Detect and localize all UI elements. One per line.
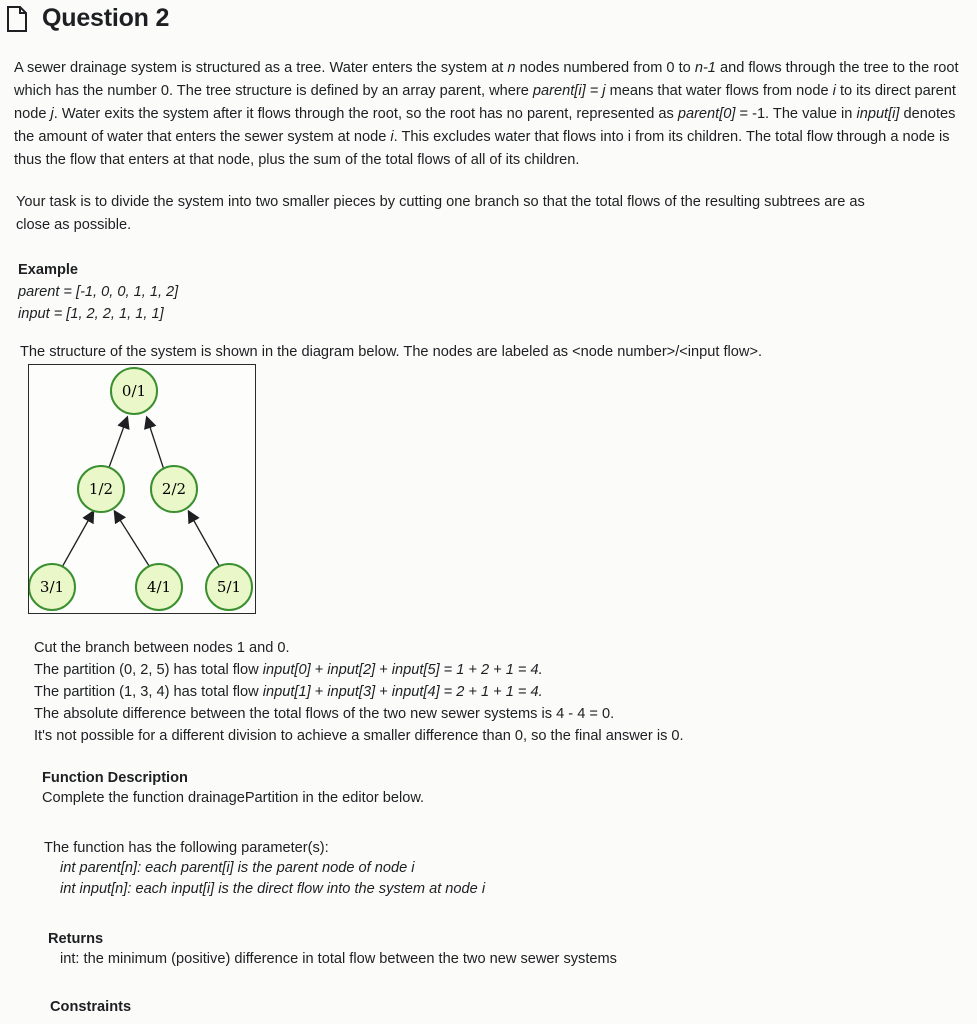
edge-2-0 <box>147 418 165 473</box>
function-description-heading: Function Description <box>42 770 188 786</box>
tree-diagram-svg <box>29 365 255 613</box>
node-4 <box>136 564 182 610</box>
parameters-intro: The function has the following parameter(s): <box>44 840 329 856</box>
node-3 <box>29 564 75 610</box>
node-1 <box>78 466 124 512</box>
tree-diagram <box>28 364 256 614</box>
returns-heading: Returns <box>48 931 104 947</box>
svg-text:3/1: 3/1 <box>39 578 65 596</box>
edge-3-1 <box>61 512 93 569</box>
question-title: Question 2 <box>42 4 170 32</box>
node-5 <box>206 564 252 610</box>
task-line: Your task is to divide the system into two smaller pieces by cutting one branch so that the total flows of the resulting subtrees are as <box>16 194 865 210</box>
explanation-line: The absolute difference between the total flows of the two new sewer systems is 4 - 4 = 0. <box>34 706 615 722</box>
question-header <box>6 4 169 33</box>
description-line: thus the flow that enters at that node, plus the sum of the total flows of all of its children. <box>14 152 580 168</box>
explanation-line: It's not possible for a different division to achieve a smaller difference than 0, so the final answer is 0. <box>34 728 684 744</box>
constraints-heading: Constraints <box>50 999 132 1015</box>
explanation-line: The partition (1, 3, 4) has total flow input[1] + input[3] + input[4] = 2 + 1 + 1 = 4. <box>34 684 543 700</box>
description-line: which has the number 0. The tree structure is defined by an array parent, where parent[i] = j means that water flows from node i to its direct parent <box>14 83 956 99</box>
svg-text:5/1: 5/1 <box>216 578 242 596</box>
example-parent: parent = [-1, 0, 0, 1, 1, 2] <box>18 284 179 300</box>
parameter-item: int parent[n]: each parent[i] is the parent node of node i <box>60 860 415 876</box>
task-line: close as possible. <box>16 217 132 233</box>
returns-text: int: the minimum (positive) difference in total flow between the two new sewer systems <box>60 951 617 967</box>
example-input: input = [1, 2, 2, 1, 1, 1] <box>18 306 164 322</box>
description-line: the amount of water that enters the sewer system at node i. This excludes water that flows into i from its children. The total flow through a node is <box>14 129 950 145</box>
description-line: node j. Water exits the system after it flows through the root, so the root has no parent, represented as parent[0] = -1. The value in input[i] denotes <box>14 106 956 122</box>
parameter-item: int input[n]: each input[i] is the direct flow into the system at node i <box>60 881 486 897</box>
node-0 <box>111 368 157 414</box>
diagram-caption: The structure of the system is shown in the diagram below. The nodes are labeled as <node number>/<input flow>. <box>20 344 763 360</box>
explanation-line: Cut the branch between nodes 1 and 0. <box>34 640 290 656</box>
edge-5-2 <box>189 512 221 569</box>
svg-text:1/2: 1/2 <box>88 480 114 498</box>
function-description-text: Complete the function drainagePartition in the editor below. <box>42 790 425 806</box>
svg-text:2/2: 2/2 <box>161 480 187 498</box>
edge-1-0 <box>107 418 127 473</box>
explanation-line: The partition (0, 2, 5) has total flow input[0] + input[2] + input[5] = 1 + 2 + 1 = 4. <box>34 662 543 678</box>
edge-4-1 <box>115 512 151 569</box>
example-heading: Example <box>18 262 79 278</box>
svg-text:0/1: 0/1 <box>121 382 147 400</box>
svg-text:4/1: 4/1 <box>146 578 172 596</box>
description-line: A sewer drainage system is structured as a tree. Water enters the system at n nodes numbered from 0 to n-1 and flows through the tree to the root <box>14 60 959 76</box>
node-2 <box>151 466 197 512</box>
document-icon <box>6 6 28 32</box>
